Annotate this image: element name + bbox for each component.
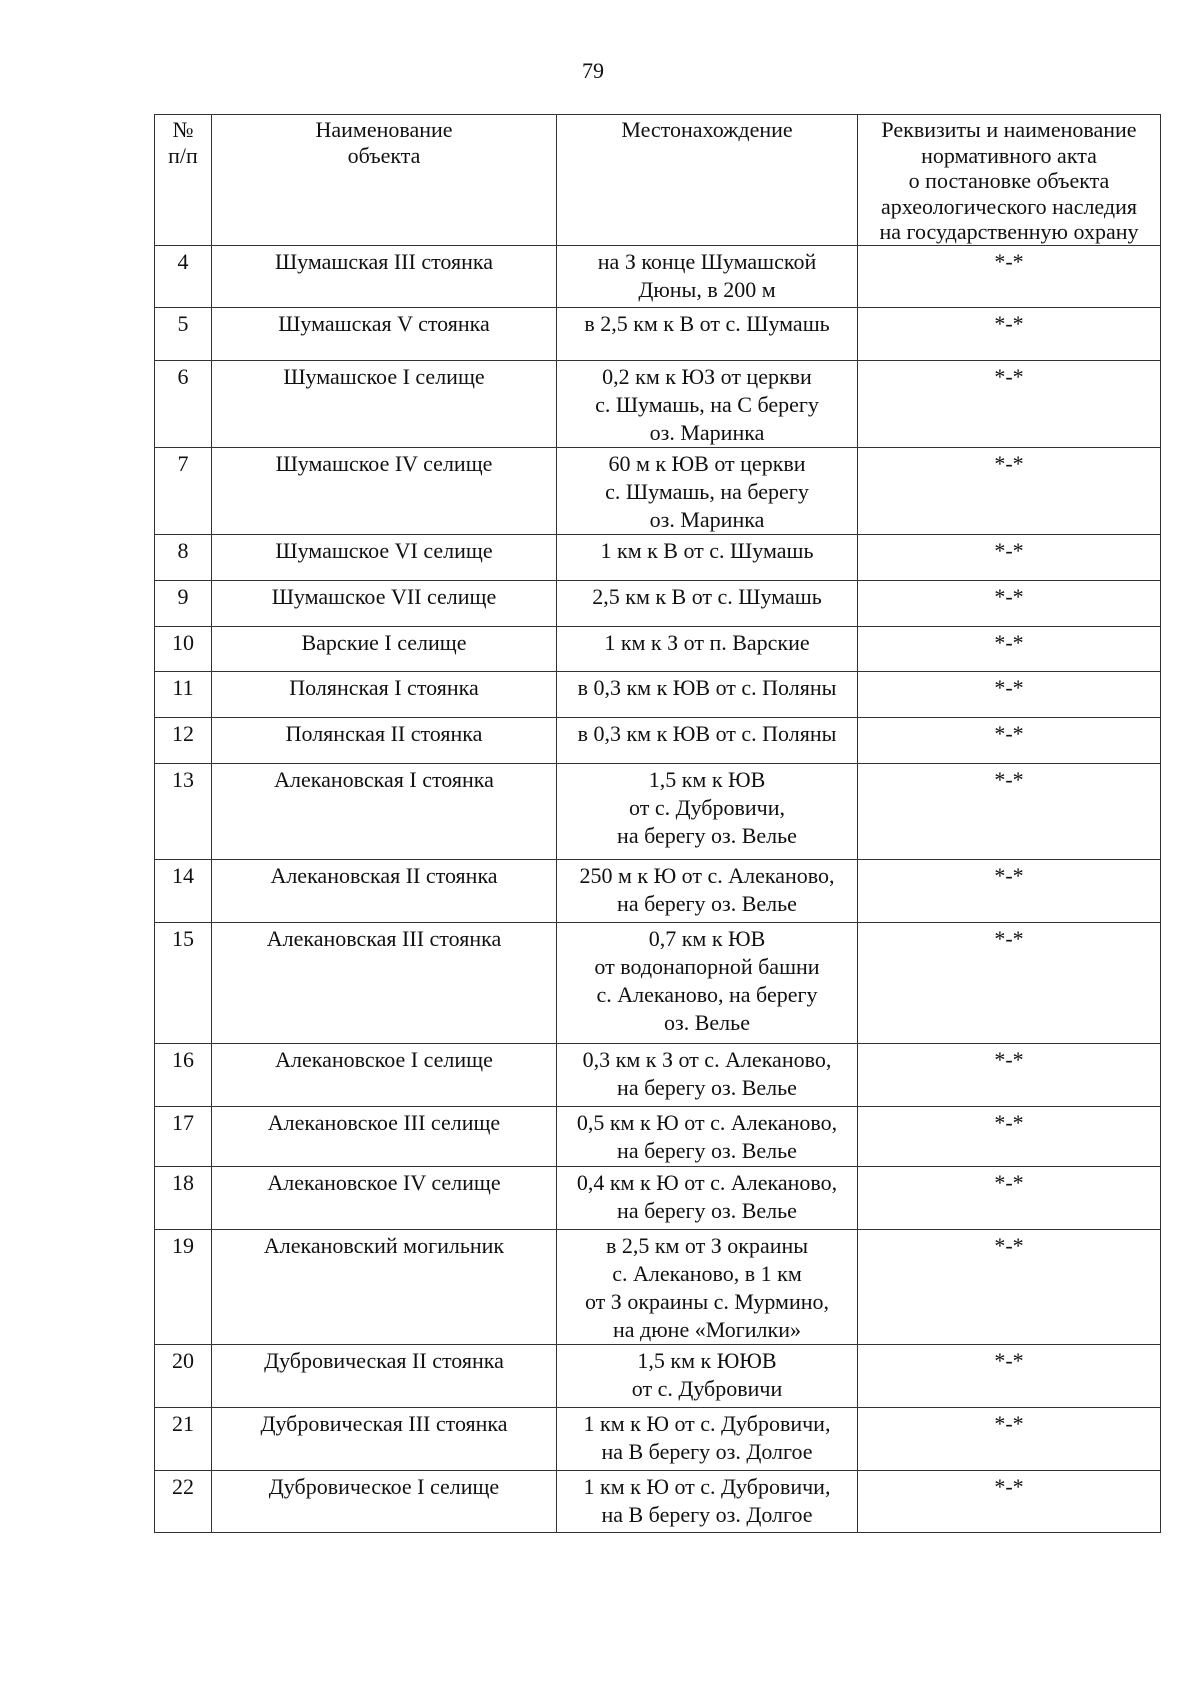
cell-legal-act: *-* [858,448,1161,535]
location-line: в 2,5 км от З окраины [605,1233,809,1258]
object-name-line: Шумашская III стоянка [274,249,494,274]
cell-location [557,718,858,764]
location-line: оз. Велье [664,1010,750,1035]
cell-location [557,1471,858,1533]
location-line: на З конце Шумашской [597,249,817,274]
object-name-line: Полянская II стоянка [285,721,483,746]
cell-legal-act: *-* [858,718,1161,764]
location-line: в 0,3 км к ЮВ от с. Поляны [577,721,837,746]
object-name-line: Алекановская II стоянка [270,863,498,888]
cell-number: 6 [155,361,212,448]
cell-object-name [212,1345,557,1408]
cell-legal-act: *-* [858,672,1161,718]
header-line: археологического наследия [881,193,1137,219]
location-line: на берегу оз. Велье [617,1138,797,1163]
object-name-line: Алекановское IV селище [267,1170,501,1195]
location-line: с. Алеканово, в 1 км [612,1261,802,1286]
cell-number: 18 [155,1167,212,1230]
cell-object-name [212,535,557,581]
location-line: 2,5 км к В от с. Шумашь [592,584,822,609]
cell-object-name [212,308,557,361]
table-row [155,627,1161,672]
cell-object-name [212,1167,557,1230]
header-line: Наименование [315,117,453,142]
table-row [155,361,1161,448]
table-row [155,246,1161,308]
cell-location [557,1167,858,1230]
page-number: 79 [582,58,604,83]
cell-number: 11 [155,672,212,718]
cell-location [557,860,858,923]
location-line: на берегу оз. Велье [617,891,797,916]
header-line: п/п [168,142,198,168]
object-name-line: Дубровическое I селище [268,1474,500,1499]
location-line: 1 км к З от п. Варские [604,630,810,655]
header-line: Местонахождение [621,117,793,142]
cell-number: 13 [155,764,212,860]
header-location [557,115,858,246]
cell-number: 17 [155,1107,212,1167]
header-line: объекта [347,142,421,168]
table-row [155,1230,1161,1345]
cell-number: 22 [155,1471,212,1533]
table-row [155,1471,1161,1533]
cell-location [557,1408,858,1471]
table-row [155,535,1161,581]
object-name-line: Дубровическая II стоянка [264,1348,504,1373]
cell-location [557,672,858,718]
cell-object-name [212,581,557,627]
cell-object-name [212,1107,557,1167]
cell-location [557,246,858,308]
table-row [155,672,1161,718]
cell-legal-act: *-* [858,627,1161,672]
location-line: Дюны, в 200 м [638,277,776,302]
location-line: на берегу оз. Велье [617,1075,797,1100]
cell-legal-act: *-* [858,1408,1161,1471]
cell-number: 8 [155,535,212,581]
location-line: от с. Дубровичи, [629,795,785,820]
cell-number: 15 [155,923,212,1044]
table-row [155,923,1161,1044]
object-name-line: Шумашское VII селище [271,584,497,609]
cell-object-name [212,1408,557,1471]
location-line: от водонапорной башни [594,954,820,979]
header-object-name [212,115,557,246]
cell-number: 4 [155,246,212,308]
cell-location [557,764,858,860]
cell-object-name [212,448,557,535]
object-name-line: Алекановская I стоянка [274,767,494,792]
table-row [155,581,1161,627]
cell-object-name [212,923,557,1044]
location-line: оз. Маринка [649,420,765,445]
location-line: оз. Маринка [649,507,765,532]
cell-legal-act: *-* [858,764,1161,860]
location-line: с. Шумашь, на берегу [605,479,809,504]
location-line: 1 км к В от с. Шумашь [600,538,814,563]
table-row [155,1408,1161,1471]
location-line: от с. Дубровичи [631,1376,783,1401]
cell-legal-act: *-* [858,1345,1161,1408]
table-row [155,764,1161,860]
location-line: на дюне «Могилки» [613,1317,801,1342]
cell-legal-act: *-* [858,1167,1161,1230]
header-line: № [172,117,194,142]
cell-object-name [212,672,557,718]
location-line: 0,7 км к ЮВ [648,926,766,951]
cell-location [557,627,858,672]
cell-legal-act: *-* [858,1044,1161,1107]
cell-number: 14 [155,860,212,923]
cell-object-name [212,1230,557,1345]
cell-number: 5 [155,308,212,361]
object-name-line: Дубровическая III стоянка [260,1411,508,1436]
location-line: 1 км к Ю от с. Дубровичи, [583,1474,831,1499]
cell-object-name [212,860,557,923]
cell-legal-act: *-* [858,361,1161,448]
location-line: 1,5 км к ЮВ [648,767,766,792]
object-name-line: Шумашское I селище [283,364,485,389]
cell-number: 21 [155,1408,212,1471]
table-body [155,246,1161,1533]
location-line: 250 м к Ю от с. Алеканово, [579,863,835,888]
object-name-line: Варские I селище [301,630,467,655]
table-row [155,1345,1161,1408]
cell-legal-act: *-* [858,581,1161,627]
header-line: о постановке объекта [908,168,1110,193]
cell-number: 7 [155,448,212,535]
cell-number: 16 [155,1044,212,1107]
cell-location [557,1044,858,1107]
cell-number: 12 [155,718,212,764]
cell-location [557,1345,858,1408]
cell-object-name [212,718,557,764]
cell-location [557,308,858,361]
location-line: 1,5 км к ЮЮВ [637,1348,777,1373]
heritage-sites-table [154,114,1161,1533]
table-row [155,1107,1161,1167]
table-row [155,718,1161,764]
table-header-row [155,115,1161,246]
header-line: нормативного акта [921,142,1097,168]
cell-legal-act: *-* [858,1107,1161,1167]
cell-location [557,535,858,581]
header-line: на государственную охрану [879,219,1139,244]
cell-legal-act: *-* [858,860,1161,923]
object-name-line: Алекановское I селище [275,1047,493,1072]
table-row [155,448,1161,535]
cell-object-name [212,361,557,448]
location-line: на В берегу оз. Долгое [601,1502,813,1527]
header-legal-act [858,115,1161,246]
cell-location [557,581,858,627]
object-name-line: Алекановский могильник [263,1233,505,1258]
cell-object-name [212,246,557,308]
cell-number: 19 [155,1230,212,1345]
cell-location [557,1107,858,1167]
location-line: от З окраины с. Мурмино, [584,1289,830,1314]
cell-legal-act: *-* [858,1230,1161,1345]
cell-number: 20 [155,1345,212,1408]
cell-legal-act: *-* [858,535,1161,581]
location-line: на берегу оз. Велье [617,823,797,848]
cell-location [557,448,858,535]
cell-legal-act: *-* [858,923,1161,1044]
cell-legal-act: *-* [858,246,1161,308]
header-number [155,115,212,246]
object-name-line: Алекановская III стоянка [266,926,502,951]
cell-location [557,361,858,448]
header-line: Реквизиты и наименование [881,117,1137,142]
object-name-line: Полянская I стоянка [289,675,479,700]
cell-legal-act: *-* [858,1471,1161,1533]
location-line: 0,5 км к Ю от с. Алеканово, [576,1110,838,1135]
location-line: на берегу оз. Велье [617,1198,797,1223]
location-line: 0,4 км к Ю от с. Алеканово, [576,1170,838,1195]
cell-number: 10 [155,627,212,672]
object-name-line: Шумашское VI селище [275,538,493,563]
cell-legal-act: *-* [858,308,1161,361]
table-row [155,860,1161,923]
cell-object-name [212,1471,557,1533]
location-line: с. Алеканово, на берегу [596,982,818,1007]
location-line: в 2,5 км к В от с. Шумашь [584,311,830,336]
location-line: 60 м к ЮВ от церкви [608,451,806,476]
table-row [155,308,1161,361]
cell-number: 9 [155,581,212,627]
location-line: с. Шумашь, на С берегу [595,392,819,417]
location-line: 1 км к Ю от с. Дубровичи, [583,1411,831,1436]
location-line: в 0,3 км к ЮВ от с. Поляны [577,675,837,700]
cell-object-name [212,627,557,672]
location-line: 0,3 км к З от с. Алеканово, [582,1047,832,1072]
object-name-line: Алекановское III селище [267,1110,501,1135]
object-name-line: Шумашское IV селище [275,451,493,476]
cell-location [557,1230,858,1345]
cell-object-name [212,764,557,860]
table-row [155,1167,1161,1230]
object-name-line: Шумашская V стоянка [278,311,490,336]
cell-object-name [212,1044,557,1107]
location-line: на В берегу оз. Долгое [601,1439,813,1464]
table-row [155,1044,1161,1107]
location-line: 0,2 км к ЮЗ от церкви [602,364,812,389]
cell-location [557,923,858,1044]
